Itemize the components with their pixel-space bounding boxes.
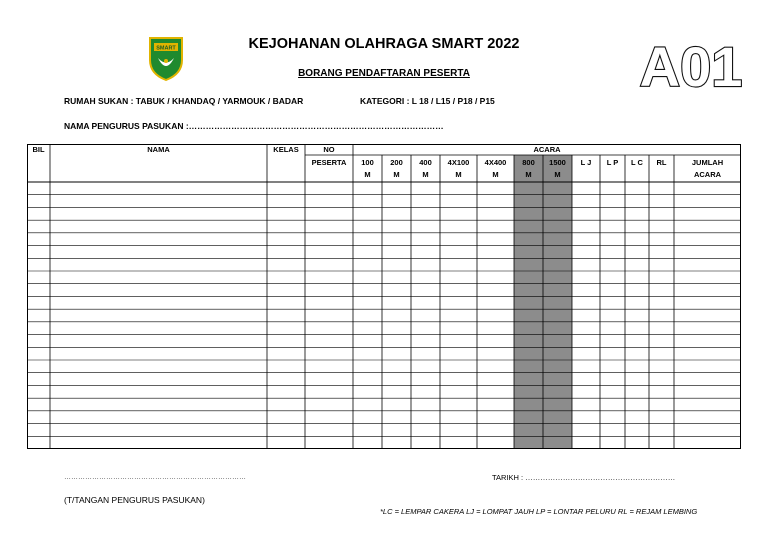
form-code [636, 32, 746, 94]
header-event-unit: M [422, 170, 429, 179]
school-logo [146, 34, 186, 82]
header-event-lj: L J [580, 158, 592, 167]
header-peserta: PESERTA [311, 158, 347, 167]
header-event-200: 200 [390, 158, 403, 167]
header-event-unit: M [393, 170, 400, 179]
header-event-4x400: 4X400 [484, 158, 507, 167]
header-event-800: 800 [522, 158, 535, 167]
shaded-event-column [543, 155, 572, 449]
signature-line[interactable]: …………………………………………………………………… [64, 474, 246, 481]
form-subtitle: BORANG PENDAFTARAN PESERTA [298, 68, 470, 79]
header-event-unit: M [492, 170, 499, 179]
logo-text: SMART [156, 45, 176, 52]
header-event-400: 400 [419, 158, 432, 167]
header-event-jumlah: JUMLAH [691, 158, 724, 167]
event-legend: *LC = LEMPAR CAKERA LJ = LOMPAT JAUH LP = LONTAR PELURU RL = REJAM LEMBING [380, 507, 698, 516]
header-event-unit: M [455, 170, 462, 179]
tarikh-field[interactable]: TARIKH : …………………………………………………… [492, 473, 676, 482]
page-title: KEJOHANAN OLAHRAGA SMART 2022 [248, 36, 520, 52]
header-event-lc: L C [631, 158, 643, 167]
signature-label: (T/TANGAN PENGURUS PASUKAN) [64, 495, 205, 505]
header-event-lp: L P [606, 158, 619, 167]
header-bil: BIL [32, 145, 45, 154]
header-event-100: 100 [361, 158, 374, 167]
shaded-event-column [514, 155, 543, 449]
header-no: NO [323, 145, 335, 154]
header-event-unit: M [525, 170, 532, 179]
kategori-label: KATEGORI : L 18 / L15 / P18 / P15 [360, 96, 495, 106]
registration-table [27, 144, 741, 449]
header-event-unit: M [364, 170, 371, 179]
header-acara: ACARA [533, 145, 561, 154]
header-nama: NAMA [147, 145, 170, 154]
header-event-1500: 1500 [549, 158, 566, 167]
header-event-4x100: 4X100 [447, 158, 470, 167]
header-event-rl: RL [656, 158, 667, 167]
form-code-text: A01 [639, 35, 743, 94]
header-event-unit: M [554, 170, 561, 179]
header-kelas: KELAS [273, 145, 299, 154]
rumah-sukan-label: RUMAH SUKAN : TABUK / KHANDAQ / YARMOUK / BADAR [64, 96, 304, 106]
nama-pengurus-field[interactable]: NAMA PENGURUS PASUKAN :……………………………………………………………………………… [64, 121, 444, 131]
header-event-unit: ACARA [693, 170, 722, 179]
